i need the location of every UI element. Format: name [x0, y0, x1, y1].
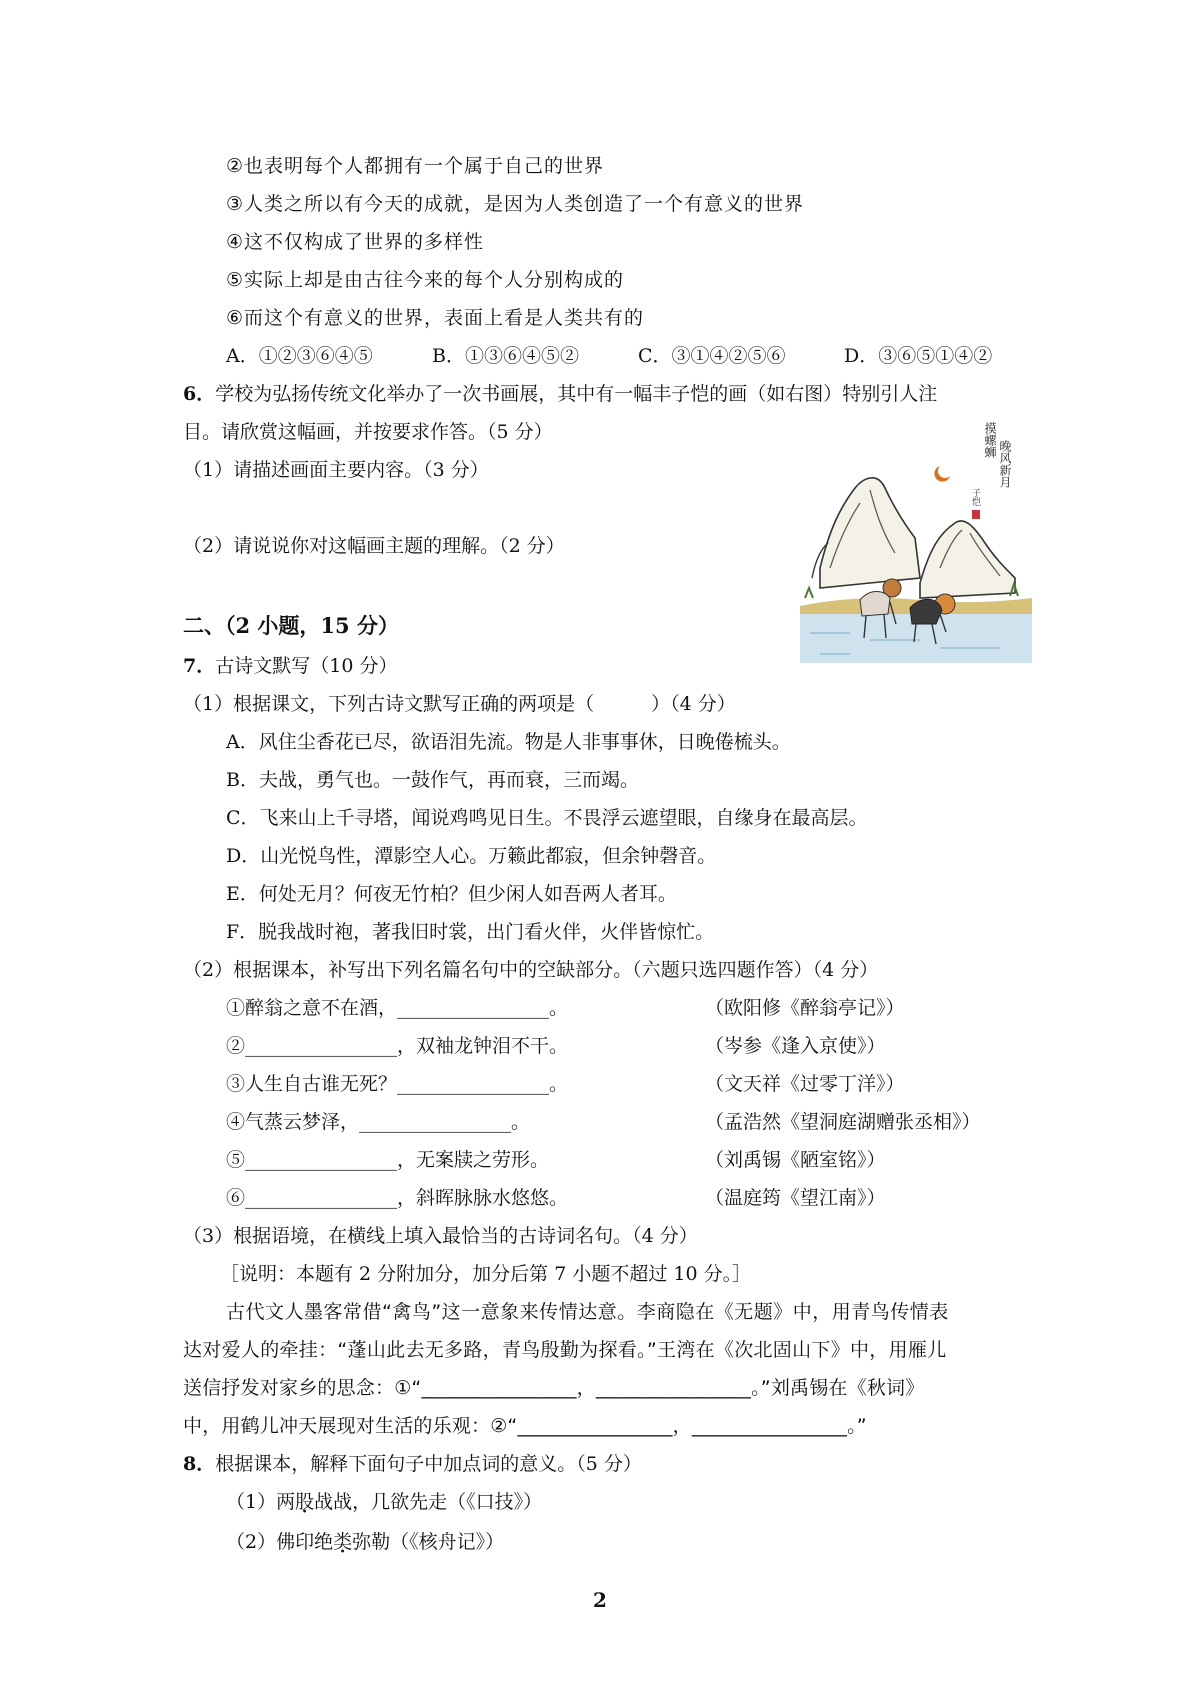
q6-sub2: （2）请说说你对这幅画主题的理解。（2 分）	[183, 535, 565, 557]
q7-sub1: （1）根据课文，下列古诗文默写正确的两项是（ ）（4 分）	[183, 693, 736, 715]
inscription-col-2: 晚风新月	[998, 440, 1012, 488]
q8-heading	[183, 1452, 642, 1476]
q7-sub2: （2）根据课本，补写出下列名篇名句中的空缺部分。（六题只选四题作答）（4 分）	[183, 959, 879, 981]
q5-line-3: ③人类之所以有今天的成就，是因为人类创造了一个有意义的世界	[226, 193, 805, 215]
q7-fill-5-source: （刘禹锡《陋室铭》）	[705, 1149, 886, 1171]
q8-s1-dotted-word: 股	[295, 1491, 315, 1513]
mountain-right	[920, 521, 1015, 598]
q8-s1-post: 战战，几欲先走（《口技》）	[314, 1491, 543, 1513]
q8-s2-post: 弥勒（《核舟记》）	[352, 1531, 505, 1553]
q5-line-5: ⑤实际上却是由古往今来的每个人分别构成的	[226, 269, 625, 291]
q7-paragraph-3: 送信抒发对家乡的思念：①“________________，________________。”刘禹锡在《秋词》	[183, 1377, 925, 1399]
q7-choice-a: A．风住尘香花已尽，欲语泪先流。物是人非事事休，日晚倦梳头。	[226, 731, 791, 753]
q7-choice-b: B．夫战，勇气也。一鼓作气，再而衰，三而竭。	[226, 769, 639, 791]
crescent-moon	[934, 466, 950, 482]
q7-fill-1: ①醉翁之意不在酒，________________。	[226, 997, 569, 1019]
section-2-heading: 二、（2 小题，15 分）	[183, 613, 399, 638]
q5-line-4: ④这不仅构成了世界的多样性	[226, 231, 485, 253]
q7-fill-3: ③人生自古谁无死？________________。	[226, 1073, 569, 1095]
q6-line1: 学校为弘扬传统文化举办了一次书画展，其中有一幅丰子恺的画（如右图）特别引人注	[215, 383, 938, 405]
q7-paragraph-2: 达对爱人的牵挂：“蓬山此去无多路，青鸟殷勤为探看。”王湾在《次北固山下》中，用雁儿	[183, 1339, 947, 1361]
q7-heading	[183, 654, 397, 678]
q7-sub3: （3）根据语境，在横线上填入最恰当的古诗词名句。（4 分）	[183, 1225, 698, 1247]
q7-choice-c: C．飞来山上千寻塔，闻说鸡鸣见日生。不畏浮云遮望眼，自缘身在最高层。	[226, 807, 868, 829]
feng-zikai-painting	[800, 418, 1032, 663]
q7-fill-2-source: （岑参《逢入京使》）	[705, 1035, 886, 1057]
q7-paragraph-4: 中，用鹤儿冲天展现对生活的乐观：②“________________，________________。”	[183, 1415, 867, 1437]
inscription-col-1: 摸螺蛳	[983, 422, 997, 458]
q7-fill-2: ②________________，双袖龙钟泪不干。	[226, 1035, 569, 1057]
q8-s1-pre: （1）两	[226, 1491, 296, 1513]
q7-paragraph-1: 古代文人墨客常借“禽鸟”这一意象来传情达意。李商隐在《无题》中，用青鸟传情表	[226, 1301, 949, 1323]
q6-sub1: （1）请描述画面主要内容。（3 分）	[183, 459, 489, 481]
q7-fill-1-source: （欧阳修《醉翁亭记》）	[705, 997, 905, 1019]
q7-fill-4: ④气蒸云梦泽，________________。	[226, 1111, 531, 1133]
q5-line-6: ⑥而这个有意义的世界，表面上看是人类共有的	[226, 307, 645, 329]
q7-fill-6-source: （温庭筠《望江南》）	[705, 1187, 886, 1209]
q6-question	[183, 382, 937, 406]
q7-choice-f: F．脱我战时袍，著我旧时裳，出门看火伴，火伴皆惊忙。	[226, 921, 715, 943]
q7-title: 古诗文默写（10 分）	[215, 655, 398, 677]
q7-fill-3-source: （文天祥《过零丁洋》）	[705, 1073, 905, 1095]
seal	[972, 510, 980, 519]
q8-s2-dotted-word: 类	[333, 1531, 353, 1553]
q6-line2: 目。请欣赏这幅画，并按要求作答。（5 分）	[183, 421, 553, 443]
q7-choice-e: E．何处无月？何夜无竹柏？但少闲人如吾两人者耳。	[226, 883, 677, 905]
mountain-left	[820, 478, 920, 588]
inscription-signature: 子恺	[970, 488, 980, 506]
q8-title: 根据课本，解释下面句子中加点词的意义。（5 分）	[215, 1453, 642, 1475]
q5-option-c: C．③①④②⑤⑥	[638, 345, 786, 367]
q8-sentence-2	[226, 1530, 504, 1554]
q5-option-b: B．①③⑥④⑤②	[432, 345, 579, 367]
q7-choice-d: D．山光悦鸟性，潭影空人心。万籁此都寂，但余钟磬音。	[226, 845, 717, 867]
q6-number: 6．	[183, 383, 216, 405]
q7-fill-5: ⑤________________，无案牍之劳形。	[226, 1149, 550, 1171]
q7-note: ［说明：本题有 2 分附加分，加分后第 7 小题不超过 10 分。］	[220, 1263, 752, 1285]
q7-fill-6: ⑥________________，斜晖脉脉水悠悠。	[226, 1187, 569, 1209]
painting-inscription	[970, 421, 1012, 519]
q5-option-a: A．①②③⑥④⑤	[226, 345, 373, 367]
q5-option-d: D．③⑥⑤①④②	[844, 345, 993, 367]
q8-sentence-1	[226, 1490, 542, 1514]
q7-fill-4-source: （孟浩然《望洞庭湖赠张丞相》）	[705, 1111, 981, 1133]
q8-s2-pre: （2）佛印绝	[226, 1531, 334, 1553]
page-number: 2	[593, 1588, 607, 1612]
q8-number: 8．	[183, 1453, 216, 1475]
q5-line-2: ②也表明每个人都拥有一个属于自己的世界	[226, 155, 605, 177]
q7-number: 7．	[183, 655, 216, 677]
